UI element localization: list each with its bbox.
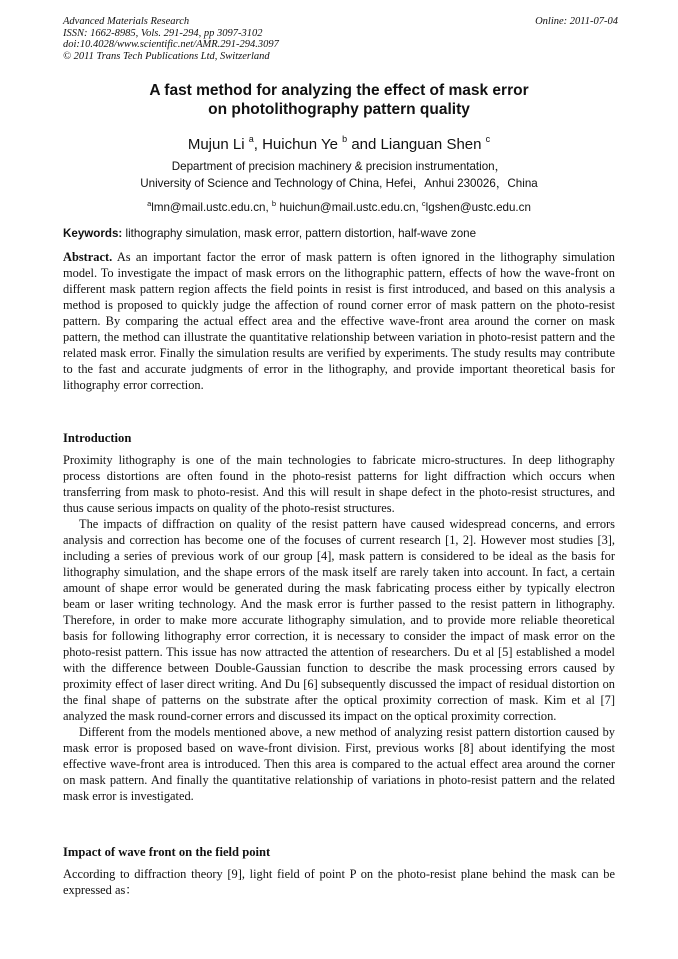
online-date: Online: 2011-07-04 xyxy=(535,16,618,27)
author-2: Huichun Ye xyxy=(262,136,338,153)
introduction-body xyxy=(63,452,615,804)
journal-doi: doi:10.4028/www.scientific.net/AMR.291-294.3097 xyxy=(63,39,279,50)
journal-copyright: © 2011 Trans Tech Publications Ltd, Switzerland xyxy=(63,50,270,62)
author-3: Lianguan Shen xyxy=(380,136,482,153)
journal-issn: ISSN: 1662-8985, Vols. 291-294, pp 3097-3102 xyxy=(63,27,263,39)
author-emails xyxy=(63,197,615,215)
affiliation-line-1: Department of precision machinery & precision instrumentation， xyxy=(171,160,507,173)
email-mark-a: a xyxy=(147,199,152,208)
title-line-1: A fast method for analyzing the effect of mask error xyxy=(149,82,529,99)
intro-paragraph-1: Proximity lithography is one of the main technologies to fabricate micro-structures. In deep lithography process distortions are often found in the photo-resist patterns for light diffraction which occurs when transferring from mask to photo-resist. And this will result in shape defect in the photo-resist structures, and thus cause serious impacts on quality of the photo-resist structures. xyxy=(63,453,615,515)
email-a: lmn@mail.ustc.edu.cn, xyxy=(151,201,272,214)
intro-paragraph-3: Different from the models mentioned above, a new method of analyzing resist pattern distortion caused by mask error is proposed based on wave-front division. First, previous works [8] about identifying the most effective wave-front area is introduced. Then this area is compared to the actual effect area around the corner on mask pattern. And finally the quantitative relationship of variations in photo-resist pattern and the related mask error is investigated. xyxy=(63,725,615,803)
keywords-label: Keywords: xyxy=(63,227,123,240)
section-heading-introduction: Introduction xyxy=(63,431,132,445)
section-heading-wave-front: Impact of wave front on the field point xyxy=(63,845,271,859)
author-2-affil-mark: b xyxy=(342,134,348,144)
journal-name: Advanced Materials Research xyxy=(63,16,190,27)
journal-header xyxy=(63,16,618,62)
email-mark-b: b xyxy=(271,199,277,208)
abstract-paragraph xyxy=(63,249,615,393)
author-list xyxy=(63,130,615,154)
intro-paragraph-2: The impacts of diffraction on quality of the resist pattern have caused widespread concerns, and errors analysis and correction has become one of the focuses of current research [1, 2]. However most studies [3], including a series of previous work of our group [4], mask pattern is considered to be ideal as the basis for lithography simulation, and the shape errors of the mask itself are rarely taken into account. In fact, a certain amount of shape error would be generated during the mask fabricating process either by typically electron beam or laser writing technology. And the mask error is further passed to the resist pattern in lithography. Therefore, in order to make more accurate lithography simulation, and to provide more reliable theoretical basis for following lithography error correction, it is necessary to consider the impact of mask error on the photo-resist pattern. This issue has now attracted the attention of researchers. Du et al [5] established a model with the difference between Double-Gaussian function to describe the mask processing errors caused by proximity effect of laser direct writing. And Du [6] subsequently discussed the impact of residual distortion on the final shape of patterns on the substrate after the optical proximity correction of mask. Kim et al [7] analyzed the mask round-corner errors and discussed its impact on the optical proximity correction. xyxy=(63,517,615,723)
abstract-text: As an important factor the error of mask pattern is often ignored in the lithography simulation model. To investigate the impact of mask errors on the lithographic pattern, effects of how the wave-front on different mask pattern region affects the field points in resist is first introduced, and based on this analysis a method is proposed to quickly judge the affection of round corner error of mask pattern on the photo-resist pattern. By comparing the actual effect area and the effective wave-front area around the corner on mask pattern, the method can illustrate the quantitative relationship between variation in photo-resist pattern and the related mask error. Finally the simulation results are verified by experiments. The study results may contribute to the fast and accurate judgments of error in the lithography, and provide important theoretical basis for lithography error correction. xyxy=(63,250,615,392)
keywords xyxy=(63,227,615,241)
email-c: lgshen@ustc.edu.cn xyxy=(425,201,531,214)
affiliation xyxy=(63,158,615,192)
keywords-text: lithography simulation, mask error, pattern distortion, half-wave zone xyxy=(122,227,477,240)
abstract xyxy=(63,249,615,393)
author-separator-1: , xyxy=(253,136,258,153)
author-1-affil-mark: a xyxy=(248,134,254,144)
author-3-affil-mark: c xyxy=(485,134,491,144)
title-line-2: on photolithography pattern quality xyxy=(208,101,470,118)
wave-front-paragraph-1: According to diffraction theory [9], light field of point P on the photo-resist plane behind the mask can be expressed as： xyxy=(63,867,615,897)
wave-front-body xyxy=(63,866,615,898)
author-separator-2: and xyxy=(347,136,381,153)
abstract-label: Abstract. xyxy=(63,250,113,264)
email-b: huichun@mail.ustc.edu.cn, xyxy=(276,201,422,214)
affiliation-line-2: University of Science and Technology of China, Hefei，Anhui 230026，China xyxy=(140,177,538,190)
email-mark-c: c xyxy=(421,199,426,208)
paper-title xyxy=(63,81,615,119)
author-1: Mujun Li xyxy=(187,136,245,153)
